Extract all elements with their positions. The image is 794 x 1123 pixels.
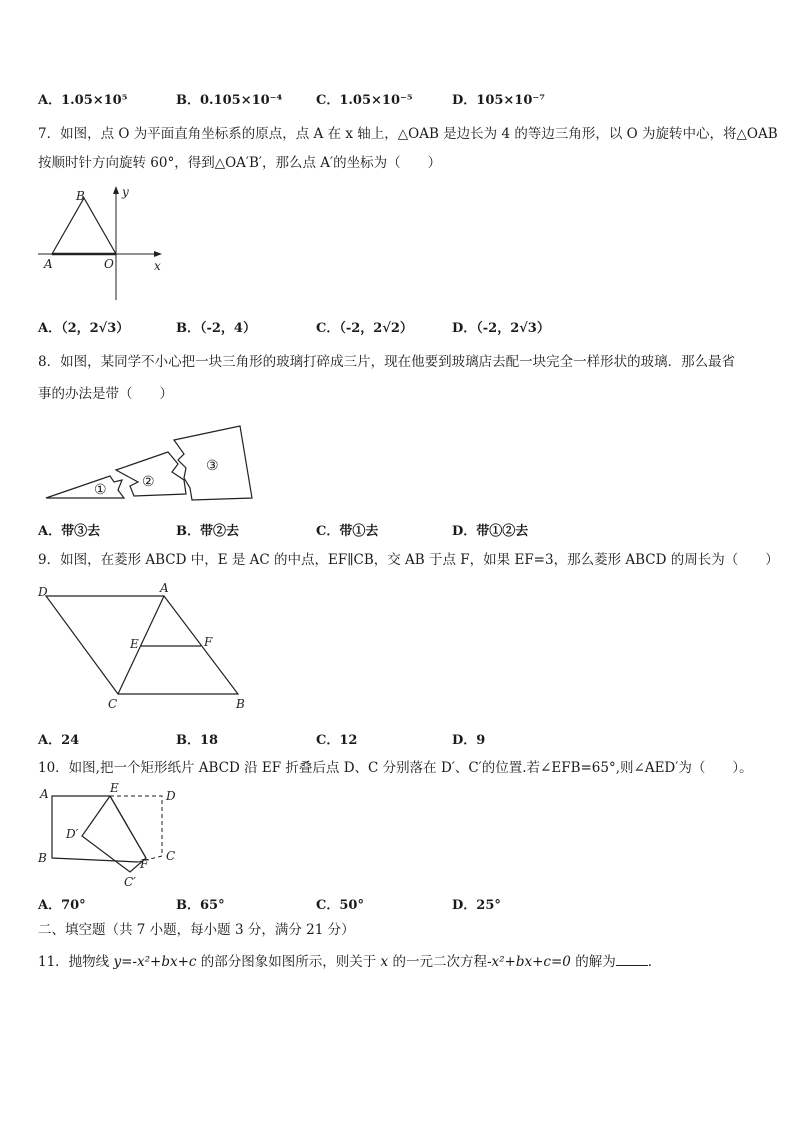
q6-option-b: B．0.105×10⁻⁴ [176, 93, 283, 108]
q8-text-line1: 8．如图，某同学不小心把一块三角形的玻璃打碎成三片，现在他要到玻璃店去配一块完全一样形状的玻璃．那么最省 [38, 354, 736, 370]
q9-option-a: A．24 [38, 733, 80, 748]
q7-option-b: B．（-2，4） [176, 321, 256, 336]
q6-option-a: A．1.05×10⁵ [38, 93, 128, 108]
q7-text-line1: 7．如图，点 O 为平面直角坐标系的原点，点 A 在 x 轴上，△OAB 是边长为 4 的等边三角形，以 O 为旋转中心，将△OAB [38, 126, 778, 142]
q7-figure [36, 184, 176, 304]
q6-option-d: D．105×10⁻⁷ [452, 93, 545, 108]
q11-equation-1: y=-x²+bx+c [113, 954, 197, 970]
q8-piece-3-label: ③ [206, 458, 219, 474]
q9-label-e: E [130, 637, 139, 651]
q7-option-a: A．（2，2√3） [38, 321, 130, 336]
q8-option-d: D．带①②去 [452, 524, 529, 539]
q11-variable: x [380, 954, 389, 970]
q7-label-o: O [104, 257, 114, 271]
q9-figure [36, 581, 266, 711]
q8-piece-1-label: ① [94, 482, 107, 498]
q11-mid2: 的一元二次方程 [388, 954, 487, 970]
q10-option-b: B．65° [176, 898, 225, 913]
q9-label-a: A [160, 581, 169, 595]
q8-piece-2-label: ② [142, 474, 155, 490]
q10-label-f: F [140, 857, 149, 871]
q7-text-line2: 按顺时针方向旋转 60°，得到△OA′B′，那么点 A′的坐标为（ ） [38, 155, 442, 171]
q11-text [38, 951, 661, 972]
q10-label-e: E [110, 781, 119, 795]
q7-option-c: C．（-2，2√2） [316, 321, 413, 336]
q9-label-d: D [38, 585, 48, 599]
q9-option-d: D．9 [452, 733, 486, 748]
q8-option-b: B．带②去 [176, 524, 239, 539]
q10-label-d-prime: D′ [66, 827, 79, 841]
q11-suffix: 的解为 [570, 954, 616, 970]
q10-label-c-prime: C′ [124, 875, 136, 889]
q10-label-d: D [166, 789, 176, 803]
q10-text-line1: 10．如图,把一个矩形纸片 ABCD 沿 EF 折叠后点 D、C 分别落在 D′、C′的位置.若∠EFB=65°,则∠AED′为（ ）。 [38, 760, 753, 776]
q11-end: ． [647, 954, 662, 970]
q7-label-x: x [154, 259, 161, 273]
q9-label-f: F [204, 635, 213, 649]
q10-option-a: A．70° [38, 898, 86, 913]
q10-option-c: C．50° [316, 898, 364, 913]
q10-label-c: C [166, 849, 176, 863]
q8-option-a: A．带③去 [38, 524, 101, 539]
q10-label-b: B [38, 851, 47, 865]
q7-option-d: D．（-2，2√3） [452, 321, 550, 336]
q11-answer-blank[interactable] [616, 951, 648, 966]
q7-label-y: y [122, 185, 129, 199]
q9-label-b: B [236, 697, 245, 711]
q9-text-line1: 9．如图，在菱形 ABCD 中，E 是 AC 的中点，EF∥CB，交 AB 于点 F，如果 EF=3，那么菱形 ABCD 的周长为（ ） [38, 552, 779, 568]
q6-option-c: C．1.05×10⁻⁵ [316, 93, 413, 108]
q7-label-a: A [44, 257, 53, 271]
q11-mid: 的部分图象如图所示，则关于 [196, 954, 381, 970]
q10-option-d: D．25° [452, 898, 501, 913]
q8-option-c: C．带①去 [316, 524, 379, 539]
q11-prefix: 11．抛物线 [38, 954, 114, 970]
q8-figure [44, 420, 264, 510]
q9-option-b: B．18 [176, 733, 219, 748]
section-heading-fill-in: 二、填空题（共 7 小题，每小题 3 分，满分 21 分） [38, 922, 355, 938]
q10-label-a: A [40, 787, 49, 801]
q9-option-c: C．12 [316, 733, 358, 748]
q9-label-c: C [108, 697, 118, 711]
q8-text-line2: 事的办法是带（ ） [38, 386, 173, 402]
q7-label-b: B [76, 189, 85, 203]
q11-equation-2: -x²+bx+c=0 [486, 954, 571, 970]
q10-figure [36, 782, 196, 892]
